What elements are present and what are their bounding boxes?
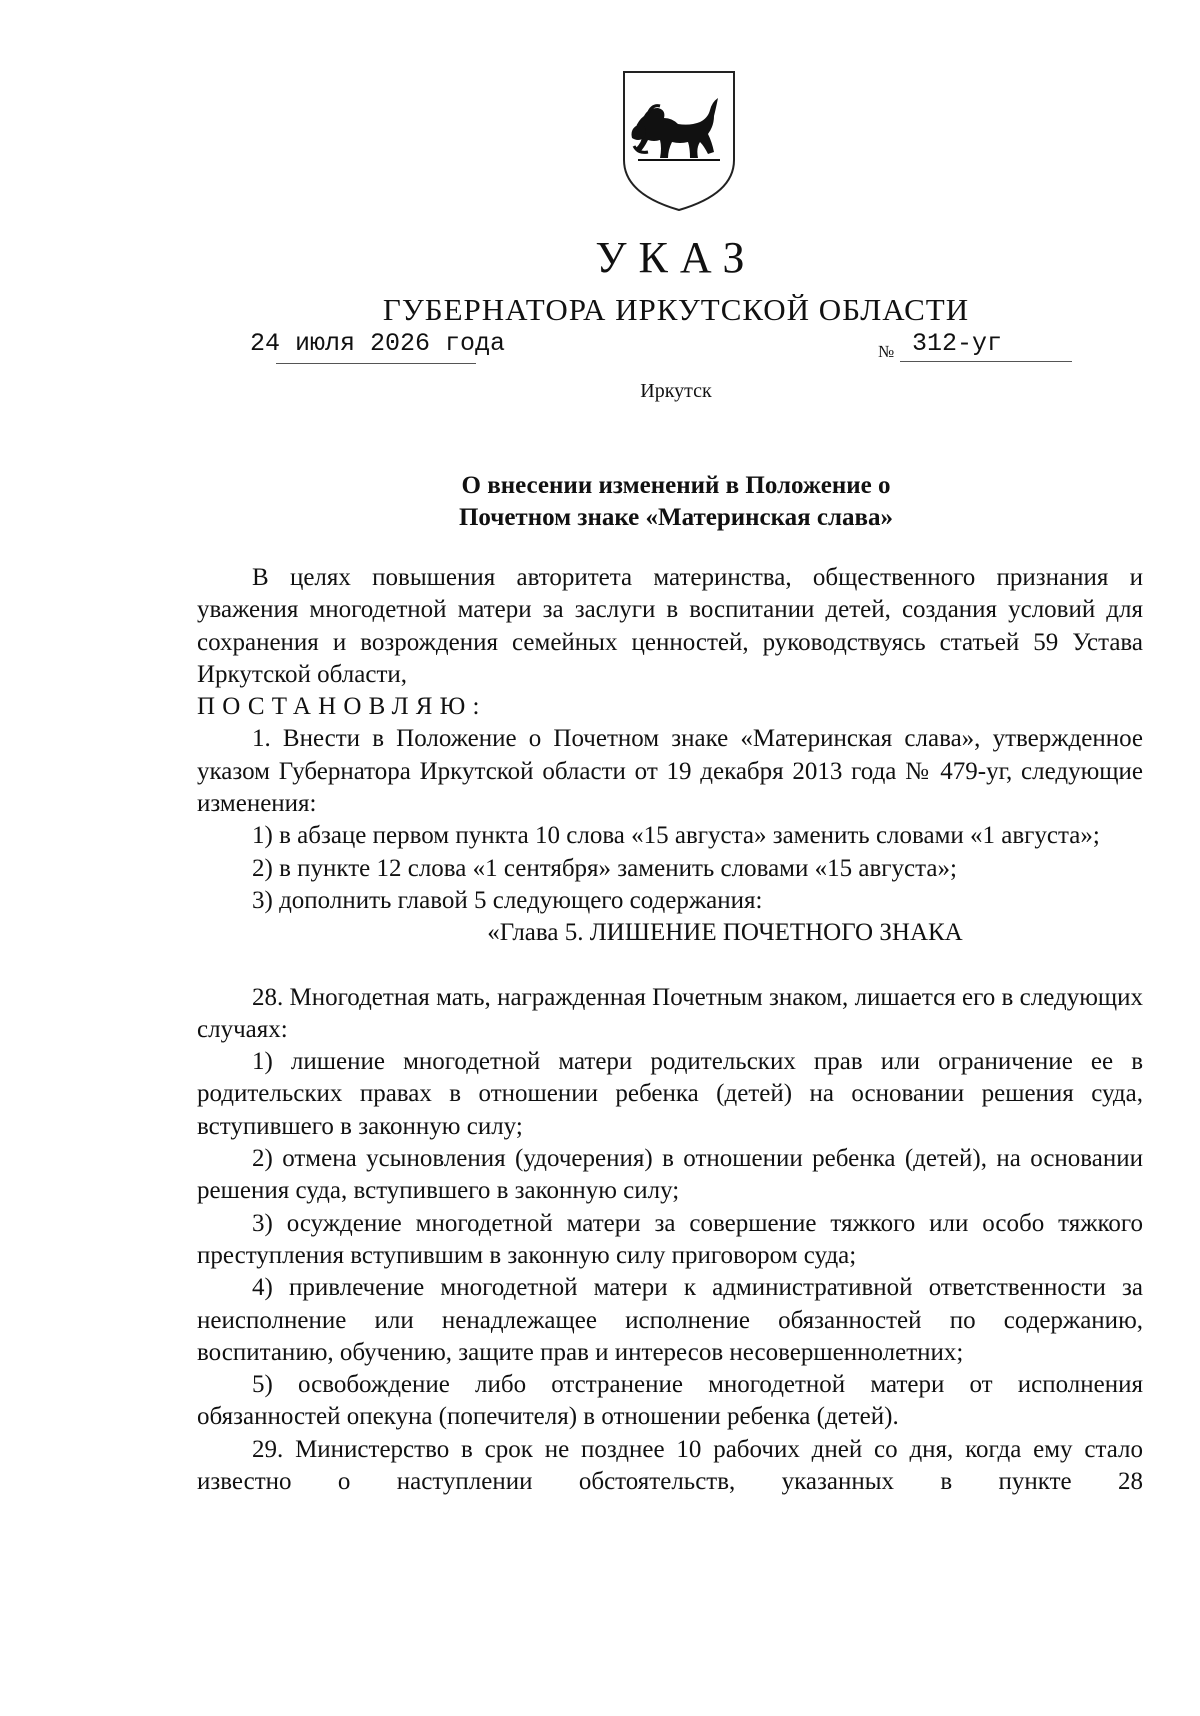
number-underline: [900, 361, 1072, 362]
document-number: 312-уг: [912, 329, 1003, 358]
heading-line-1: О внесении изменений в Положение о: [461, 472, 891, 499]
item-1-paragraph: 1. Внести в Положение о Почетном знаке «Материнская слава», утвержденное указом Губернатора Иркутской области от 19 декабря 2013 года № 479-уг, следующие изменения:: [197, 725, 1143, 818]
document-subtitle: ГУБЕРНАТОРА ИРКУТСКОЙ ОБЛАСТИ: [382, 292, 970, 327]
document-body: [197, 562, 1143, 1498]
chapter-heading: «Глава 5. ЛИШЕНИЕ ПОЧЕТНОГО ЗНАКА: [487, 919, 963, 947]
date-underline: [276, 363, 476, 364]
number-label: №: [878, 342, 895, 361]
document-heading: [0, 470, 1200, 534]
clause-29-paragraph: 29. Министерство в срок не позднее 10 рабочих дней со дня, когда ему стало известно о наступлении обстоятельств, указанных в пункте 28: [197, 1435, 1143, 1496]
clause-28-paragraph: 28. Многодетная мать, награжденная Почетным знаком, лишается его в следующих случаях:: [197, 983, 1143, 1043]
clause-28-item-3: 3) осуждение многодетной матери за совершение тяжкого или особо тяжкого преступления вступившим в законную силу приговором суда;: [197, 1209, 1143, 1269]
document-city: Иркутск: [640, 380, 712, 402]
clause-28-item-2: 2) отмена усыновления (удочерения) в отношении ребенка (детей), на основании решения суда, вступившего в законную силу;: [197, 1145, 1143, 1205]
document-date: 24 июля 2026 года: [250, 329, 506, 358]
resolve-word: ПОСТАНОВЛЯЮ:: [197, 693, 487, 721]
subitem-3-paragraph: 3) дополнить главой 5 следующего содержания:: [252, 886, 763, 914]
document-title: УКАЗ: [595, 233, 757, 282]
subitem-1-paragraph: 1) в абзаце первом пункта 10 слова «15 августа» заменить словами «1 августа»;: [252, 822, 1100, 850]
clause-28-item-5: 5) освобождение либо отстранение многодетной матери от исполнения обязанностей опекуна (попечителя) в отношении ребенка (детей).: [197, 1371, 1143, 1431]
preamble-paragraph: В целях повышения авторитета материнства, общественного признания и уважения многодетной матери за заслуги в воспитании детей, создания условий для сохранения и возрождения семейных ценностей, руководствуясь статьей 59 Устава Иркутской области,: [197, 564, 1143, 688]
subitem-2-paragraph: 2) в пункте 12 слова «1 сентября» заменить словами «15 августа»;: [252, 854, 957, 882]
coat-of-arms-icon: [618, 68, 740, 216]
heading-line-2: Почетном знаке «Материнская слава»: [458, 504, 894, 531]
clause-28-item-1: 1) лишение многодетной матери родительских прав или ограничение ее в родительских правах в отношении ребенка (детей) на основании решения суда, вступившего в законную силу;: [197, 1048, 1143, 1140]
clause-28-item-4: 4) привлечение многодетной матери к административной ответственности за неисполнение или ненадлежащее исполнение обязанностей по содержанию, воспитанию, обучению, защите прав и интересов несовершеннолетних;: [197, 1274, 1143, 1366]
